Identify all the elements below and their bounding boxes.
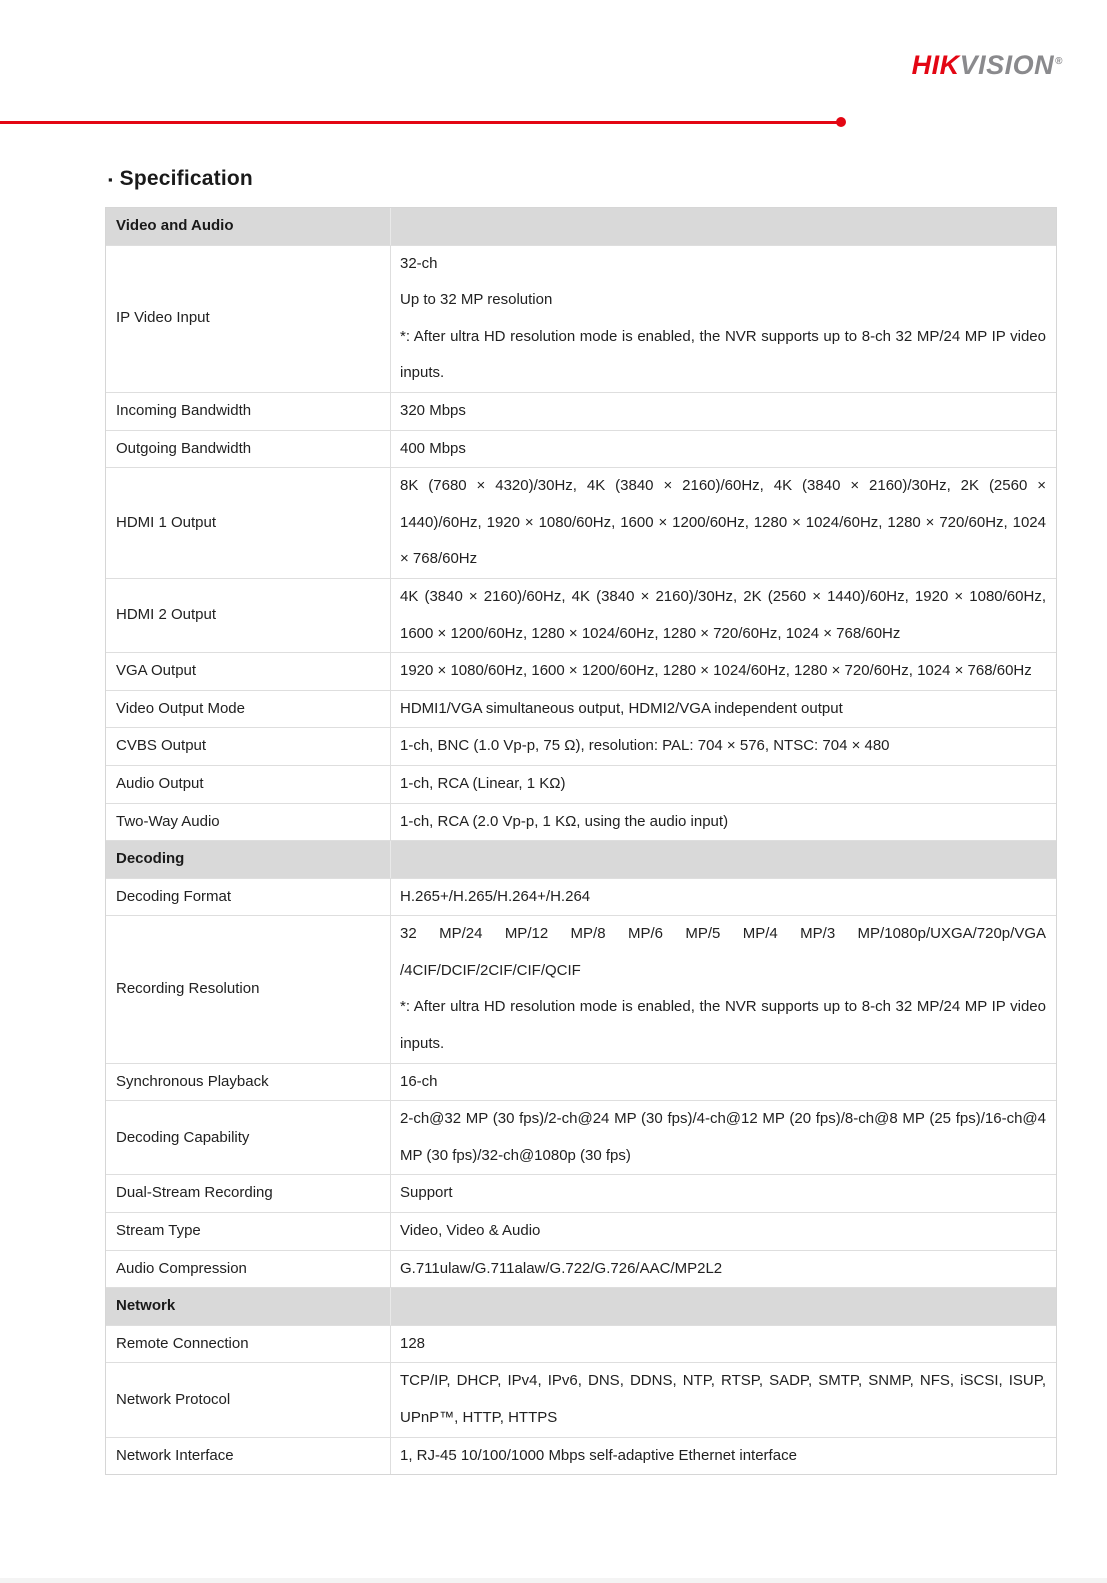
content-area <box>105 167 1057 1475</box>
spec-value-line: Video, Video & Audio <box>400 1222 541 1240</box>
square-bullet-icon: ▪ <box>108 171 113 187</box>
spec-value-line: *: After ultra HD resolution mode is enabled, the NVR supports up to 8-ch 32 MP/24 MP IP video inputs. <box>400 327 1046 382</box>
spec-value <box>391 653 1056 690</box>
section-header-row <box>106 1287 1056 1325</box>
spec-value <box>391 1326 1056 1363</box>
spec-value <box>391 766 1056 803</box>
spec-value <box>391 1101 1056 1174</box>
spec-label: Recording Resolution <box>106 916 391 1062</box>
spec-label: Network Protocol <box>106 1363 391 1436</box>
spec-label: Two-Way Audio <box>106 804 391 841</box>
spec-value <box>391 579 1056 652</box>
page-title-row <box>108 167 1054 191</box>
spec-label: HDMI 1 Output <box>106 468 391 578</box>
spec-value <box>391 468 1056 578</box>
spec-row <box>106 765 1056 803</box>
spec-label: Decoding Format <box>106 879 391 916</box>
spec-value-line: *: After ultra HD resolution mode is enabled, the NVR supports up to 8-ch 32 MP/24 MP IP video inputs. <box>400 998 1046 1053</box>
spec-value-line: 320 Mbps <box>400 401 466 419</box>
spec-label: Decoding Capability <box>106 1101 391 1174</box>
spec-row <box>106 430 1056 468</box>
spec-value <box>391 916 1056 1062</box>
spec-value-line: H.265+/H.265/H.264+/H.264 <box>400 887 591 905</box>
spec-value-line: 1-ch, RCA (Linear, 1 KΩ) <box>400 774 566 792</box>
spec-row <box>106 803 1056 841</box>
spec-row <box>106 1212 1056 1250</box>
spec-row <box>106 1362 1056 1436</box>
section-title-spacer <box>391 841 1056 878</box>
spec-value <box>391 728 1056 765</box>
spec-value-line: Support <box>400 1184 453 1202</box>
spec-value <box>391 1363 1056 1436</box>
spec-row <box>106 727 1056 765</box>
section-title: Video and Audio <box>106 208 391 245</box>
spec-value <box>391 879 1056 916</box>
section-title-spacer <box>391 208 1056 245</box>
spec-row <box>106 915 1056 1062</box>
spec-value <box>391 1438 1056 1475</box>
spec-value-line: G.711ulaw/G.711alaw/G.722/G.726/AAC/MP2L2 <box>400 1259 723 1277</box>
spec-row <box>106 578 1056 652</box>
header-divider-rule <box>0 121 837 124</box>
spec-value <box>391 246 1056 392</box>
spec-label: Dual-Stream Recording <box>106 1175 391 1212</box>
spec-row <box>106 1250 1056 1288</box>
spec-value-line: TCP/IP, DHCP, IPv4, IPv6, DNS, DDNS, NTP, RTSP, SADP, SMTP, SNMP, NFS, iSCSI, ISUP, UPnP™, HTTP, HTTPS <box>400 1372 1046 1426</box>
spec-label: Remote Connection <box>106 1326 391 1363</box>
spec-row <box>106 1437 1056 1475</box>
spec-value-line: 1920 × 1080/60Hz, 1600 × 1200/60Hz, 1280 × 1024/60Hz, 1280 × 720/60Hz, 1024 × 768/60Hz <box>400 662 1032 680</box>
spec-value <box>391 691 1056 728</box>
spec-value-line: 400 Mbps <box>400 439 466 457</box>
hikvision-logo <box>912 46 1063 81</box>
logo-vision-text: VISION <box>959 50 1055 80</box>
spec-label: Video Output Mode <box>106 691 391 728</box>
spec-label: Synchronous Playback <box>106 1064 391 1101</box>
spec-label: Audio Output <box>106 766 391 803</box>
spec-value <box>391 431 1056 468</box>
spec-value-line: 32 MP/24 MP/12 MP/8 MP/6 MP/5 MP/4 MP/3 MP/1080p/UXGA/720p/VGA /4CIF/DCIF/2CIF/CIF/QCIF <box>400 925 1046 979</box>
spec-label: VGA Output <box>106 653 391 690</box>
section-header-row <box>106 208 1056 245</box>
spec-value <box>391 1251 1056 1288</box>
spec-label: Network Interface <box>106 1438 391 1475</box>
spec-row <box>106 878 1056 916</box>
spec-value-line: 1-ch, RCA (2.0 Vp-p, 1 KΩ, using the audio input) <box>400 812 729 830</box>
spec-value-line: 4K (3840 × 2160)/60Hz, 4K (3840 × 2160)/30Hz, 2K (2560 × 1440)/60Hz, 1920 × 1080/60Hz, 1600 × 1200/60Hz, 1280 × 1024/60Hz, 1280 × 720/60Hz, 1024 × 768/60Hz <box>400 587 1046 642</box>
spec-value-line: HDMI1/VGA simultaneous output, HDMI2/VGA independent output <box>400 699 843 717</box>
section-header-row <box>106 840 1056 878</box>
registered-trademark-icon: ® <box>1055 56 1063 67</box>
spec-row <box>106 1174 1056 1212</box>
spec-row <box>106 1325 1056 1363</box>
page-title: Specification <box>119 167 253 190</box>
header-divider-dot-icon <box>836 117 846 127</box>
spec-value-line: 128 <box>400 1334 426 1352</box>
spec-label: Outgoing Bandwidth <box>106 431 391 468</box>
logo-hik-text: HIK <box>911 50 960 80</box>
spec-value-line: 1-ch, BNC (1.0 Vp-p, 75 Ω), resolution: PAL: 704 × 576, NTSC: 704 × 480 <box>400 737 890 755</box>
spec-label: Audio Compression <box>106 1251 391 1288</box>
spec-row <box>106 652 1056 690</box>
spec-row <box>106 1100 1056 1174</box>
spec-value <box>391 1064 1056 1101</box>
spec-value <box>391 804 1056 841</box>
spec-value <box>391 1175 1056 1212</box>
spec-row <box>106 245 1056 392</box>
section-title-spacer <box>391 1288 1056 1325</box>
spec-value-line: 8K (7680 × 4320)/30Hz, 4K (3840 × 2160)/60Hz, 4K (3840 × 2160)/30Hz, 2K (2560 × 1440)/60Hz, 1920 × 1080/60Hz, 1600 × 1200/60Hz, 1280 × 1024/60Hz, 1280 × 720/60Hz, 1024 × 768/60Hz <box>400 477 1046 568</box>
spec-value <box>391 393 1056 430</box>
spec-value-line: 16-ch <box>400 1072 438 1090</box>
spec-label: Stream Type <box>106 1213 391 1250</box>
spec-label: IP Video Input <box>106 246 391 392</box>
spec-value-line: 32-ch <box>400 254 438 272</box>
spec-value-line: Up to 32 MP resolution <box>400 291 553 309</box>
page-bottom-strip <box>0 1578 1107 1583</box>
spec-table <box>105 207 1057 1475</box>
spec-value <box>391 1213 1056 1250</box>
section-title: Network <box>106 1288 391 1325</box>
spec-row <box>106 467 1056 578</box>
spec-label: CVBS Output <box>106 728 391 765</box>
spec-row <box>106 690 1056 728</box>
spec-label: HDMI 2 Output <box>106 579 391 652</box>
spec-value-line: 1, RJ-45 10/100/1000 Mbps self-adaptive Ethernet interface <box>400 1446 797 1464</box>
spec-value-line: 2-ch@32 MP (30 fps)/2-ch@24 MP (30 fps)/4-ch@12 MP (20 fps)/8-ch@8 MP (25 fps)/16-ch@4 MP (30 fps)/32-ch@1080p (30 fps) <box>400 1110 1046 1164</box>
section-title: Decoding <box>106 841 391 878</box>
spec-label: Incoming Bandwidth <box>106 393 391 430</box>
spec-row <box>106 1063 1056 1101</box>
spec-row <box>106 392 1056 430</box>
